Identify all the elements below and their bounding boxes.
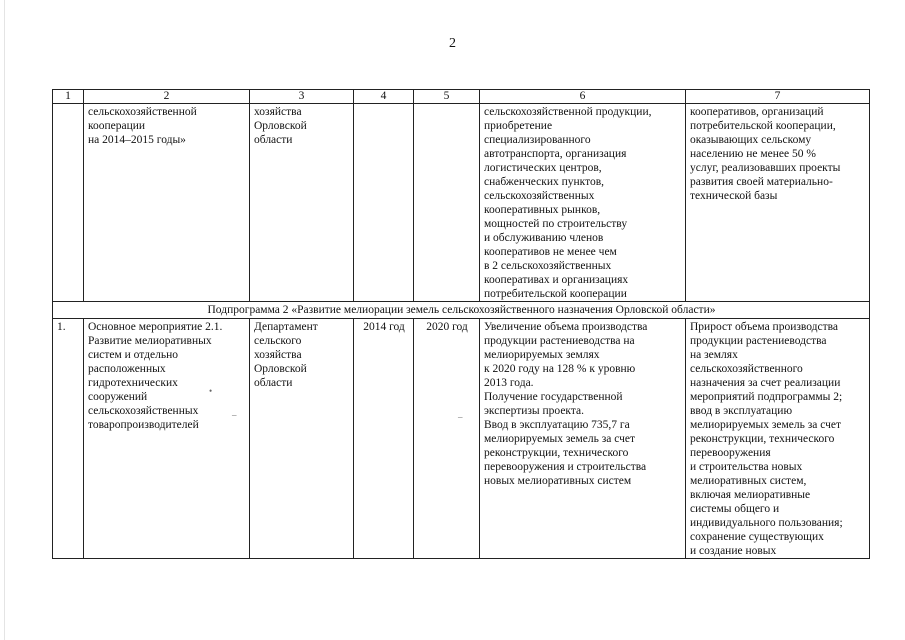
header-cell: 1 [53, 90, 84, 104]
header-cell: 6 [480, 90, 686, 104]
cell-text-line: 2013 года. [484, 377, 534, 389]
start-year-cell [354, 104, 414, 302]
cell-text-line: Получение государственной [484, 391, 623, 403]
measure-name-cell [84, 104, 250, 302]
row-number-cell [53, 104, 84, 302]
cell-text-line: продукции растениеводства на [484, 335, 635, 347]
cell-text-line: Увеличение объема производства [484, 321, 648, 333]
cell-text-line: включая мелиоративные [690, 489, 811, 501]
cell-text-line: мелиорируемых земель за счет [484, 433, 636, 445]
cell-text-line: и создание новых [690, 545, 777, 557]
scan-speck: – [232, 410, 237, 420]
cell-text-line: продукции растениеводства [690, 335, 827, 347]
cell-text-line: приобретение [484, 120, 553, 132]
header-cell: 2 [84, 90, 250, 104]
cell-text-line: мелиоративных систем, [690, 475, 807, 487]
end-year-cell [414, 104, 480, 302]
cell-text-line: логистических центров, [484, 162, 602, 174]
start-year-cell: 2014 год [354, 319, 414, 559]
cell-text-line: оказывающих сельскому [690, 134, 812, 146]
cell-text-line: перевооружения и строительства [484, 461, 647, 473]
cell-text-line: сооружений [88, 391, 148, 403]
cell-text-line: индивидуального пользования; [690, 517, 843, 529]
scan-edge-shadow [4, 0, 5, 640]
cell-text-line: назначения за счет реализации [690, 377, 841, 389]
cell-text-line: сельскохозяйственной [88, 106, 197, 118]
scan-speck: – [458, 412, 463, 422]
scan-speck: • [209, 386, 213, 396]
cell-text-line: Ввод в эксплуатацию 735,7 га [484, 419, 630, 431]
cell-text-line: перевооружения [690, 447, 771, 459]
cell-text-line: реконструкции, технического [484, 447, 629, 459]
expected-result-cell [480, 104, 686, 302]
cell-text-line: систем и отдельно [88, 349, 178, 361]
cell-text-line: Прирост объема производства [690, 321, 839, 333]
header-cell: 5 [414, 90, 480, 104]
cell-text-line: Орловской [254, 120, 307, 132]
cell-text-line: развития своей материально- [690, 176, 833, 188]
cell-text-line: и строительства новых [690, 461, 803, 473]
cell-text-line: новых мелиоративных систем [484, 475, 632, 487]
cell-text-line: специализированного [484, 134, 591, 146]
cell-text-line: потребительской кооперации [484, 288, 627, 300]
cell-text-line: реконструкции, технического [690, 433, 835, 445]
cell-text-line: кооперативных рынков, [484, 204, 601, 216]
cell-text-line: населению не менее 50 % [690, 148, 816, 160]
cell-text-line: сельскохозяйственного [690, 363, 803, 375]
header-cell: 3 [250, 90, 354, 104]
cell-text-line: и обслуживанию членов [484, 232, 604, 244]
table-row-measure [53, 319, 870, 559]
cell-text-line: снабженческих пунктов, [484, 176, 605, 188]
cell-text-line: мелиорируемых землях [484, 349, 600, 361]
table-row-continuation [53, 104, 870, 302]
cell-text-line: кооперации [88, 120, 146, 132]
cell-text-line: Развитие мелиоративных [88, 335, 212, 347]
expected-result-cell [480, 319, 686, 559]
cell-text-line: гидротехнических [88, 377, 178, 389]
cell-text-line: товаропроизводителей [88, 419, 199, 431]
header-cell: 7 [686, 90, 870, 104]
cell-text-line: мелиорируемых земель за счет [690, 419, 842, 431]
measure-name-cell [84, 319, 250, 559]
cell-text-line: потребительской кооперации, [690, 120, 836, 132]
cell-text-line: сельскохозяйственной продукции, [484, 106, 652, 118]
subprogram-title: Подпрограмма 2 «Развитие мелиорации земель сельскохозяйственного назначения Орловской области» [53, 302, 870, 319]
indicator-cell [686, 319, 870, 559]
cell-text-line: мощностей по строительству [484, 218, 628, 230]
cell-text-line: сельскохозяйственных [88, 405, 199, 417]
page-number: 2 [449, 36, 456, 51]
cell-text-line: Департамент [254, 321, 318, 333]
cell-text-line: автотранспорта, организация [484, 148, 627, 160]
program-table [52, 89, 870, 559]
cell-text-line: хозяйства [254, 349, 302, 361]
executor-cell [250, 104, 354, 302]
cell-text-line: сельского [254, 335, 302, 347]
cell-text-line: сохранение существующих [690, 531, 824, 543]
cell-text-line: расположенных [88, 363, 166, 375]
cell-text-line: экспертизы проекта. [484, 405, 585, 417]
header-cell: 4 [354, 90, 414, 104]
cell-text-line: мероприятий подпрограммы 2; [690, 391, 843, 403]
cell-text-line: технической базы [690, 190, 778, 202]
cell-text-line: на землях [690, 349, 738, 361]
cell-text-line: кооперативах и организациях [484, 274, 629, 286]
header-row [53, 90, 870, 104]
cell-text-line: кооперативов не менее чем [484, 246, 617, 258]
executor-cell [250, 319, 354, 559]
cell-text-line: Основное мероприятие 2.1. [88, 321, 223, 333]
cell-text-line: кооперативов, организаций [690, 106, 824, 118]
row-number-cell: 1. [53, 319, 84, 559]
cell-text-line: области [254, 377, 293, 389]
cell-text-line: к 2020 году на 128 % к уровню [484, 363, 636, 375]
subprogram-row [53, 302, 870, 319]
cell-text-line: области [254, 134, 293, 146]
cell-text-line: Орловской [254, 363, 307, 375]
cell-text-line: в 2 сельскохозяйственных [484, 260, 612, 272]
cell-text-line: ввод в эксплуатацию [690, 405, 793, 417]
cell-text-line: услуг, реализовавших проекты [690, 162, 841, 174]
cell-text-line: сельскохозяйственных [484, 190, 595, 202]
cell-text-line: хозяйства [254, 106, 302, 118]
cell-text-line: системы общего и [690, 503, 780, 515]
end-year-cell: 2020 год [414, 319, 480, 559]
cell-text-line: на 2014–2015 годы» [88, 134, 186, 146]
indicator-cell [686, 104, 870, 302]
